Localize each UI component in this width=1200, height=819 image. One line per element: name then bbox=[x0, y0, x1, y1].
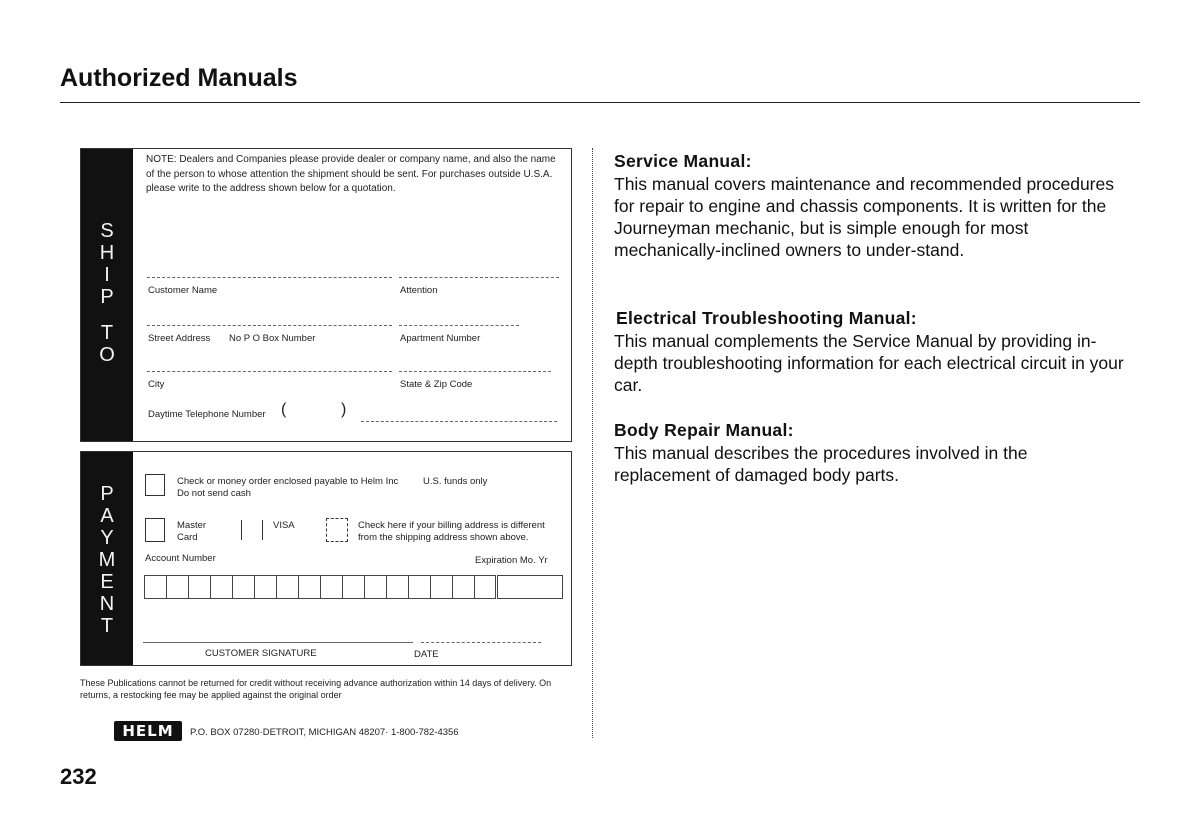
expiration-field[interactable] bbox=[497, 575, 563, 599]
account-digit-cell bbox=[298, 576, 299, 598]
account-number-label: Account Number bbox=[145, 553, 216, 564]
account-digit-cell bbox=[232, 576, 233, 598]
account-digit-cell bbox=[166, 576, 167, 598]
title-divider bbox=[60, 102, 1140, 103]
city-line[interactable] bbox=[147, 371, 392, 372]
state-zip-label: State & Zip Code bbox=[400, 379, 473, 390]
ship-to-sidebar bbox=[81, 149, 133, 441]
service-manual-heading: Service Manual: bbox=[614, 151, 752, 171]
account-digit-cell bbox=[364, 576, 365, 598]
helm-logo: HELM bbox=[114, 721, 182, 741]
apartment-label: Apartment Number bbox=[400, 333, 481, 344]
sidebar-letter: I bbox=[104, 264, 110, 286]
body-repair-manual-heading: Body Repair Manual: bbox=[614, 420, 794, 440]
mastercard-checkbox[interactable] bbox=[145, 518, 165, 542]
mastercard-label-1: Master bbox=[177, 520, 207, 531]
account-digit-cell bbox=[430, 576, 431, 598]
account-digit-cell bbox=[254, 576, 255, 598]
apartment-line[interactable] bbox=[399, 325, 519, 326]
account-digit-cell bbox=[276, 576, 277, 598]
sidebar-letter: Y bbox=[100, 527, 114, 549]
us-funds-label: U.S. funds only bbox=[423, 476, 488, 487]
phone-line[interactable] bbox=[361, 421, 557, 422]
return-policy-footnote: These Publications cannot be returned for credit without receiving advance authorization within 14 days of delivery. On returns, a restocking fee may be applied against the original order bbox=[80, 678, 552, 700]
phone-paren-open: ( bbox=[281, 401, 287, 418]
sidebar-letter: T bbox=[100, 615, 114, 637]
column-divider bbox=[592, 148, 593, 738]
check-option-label: Check or money order enclosed payable to Helm Inc bbox=[177, 476, 399, 487]
attention-label: Attention bbox=[400, 285, 438, 296]
payment-sidebar bbox=[81, 452, 133, 665]
account-digit-cell bbox=[342, 576, 343, 598]
customer-name-label: Customer Name bbox=[148, 285, 218, 296]
ship-to-note: NOTE: Dealers and Companies please provide dealer or company name, and also the name of the person to whose attention the shipment should be sent. For purchases outside U.S.A. please write to the address shown below for a quotation. bbox=[146, 154, 556, 194]
state-zip-line[interactable] bbox=[399, 371, 551, 372]
account-number-field[interactable] bbox=[144, 575, 496, 599]
street-address-label: Street Address bbox=[148, 333, 211, 344]
helm-address: P.O. BOX 07280·DETROIT, MICHIGAN 48207· 1-800-782-4356 bbox=[190, 727, 459, 738]
account-digit-cell bbox=[474, 576, 475, 598]
billing-different-label-2: from the shipping address shown above. bbox=[358, 532, 529, 543]
sidebar-letter: P bbox=[100, 286, 114, 308]
check-option-checkbox[interactable] bbox=[145, 474, 165, 496]
account-digit-cell bbox=[452, 576, 453, 598]
signature-line[interactable] bbox=[143, 642, 413, 643]
billing-different-label-1: Check here if your billing address is different bbox=[358, 520, 545, 531]
sidebar-letter: O bbox=[99, 344, 115, 366]
payment-section bbox=[80, 451, 572, 666]
account-digit-cell bbox=[144, 576, 145, 598]
account-digit-cell bbox=[408, 576, 409, 598]
account-digit-cell bbox=[320, 576, 321, 598]
street-address-line[interactable] bbox=[147, 325, 392, 326]
customer-name-line[interactable] bbox=[147, 277, 392, 278]
sidebar-letter: E bbox=[100, 571, 114, 593]
body-repair-manual-description: This manual describes the procedures involved in the replacement of damaged body parts. bbox=[614, 443, 1028, 485]
sidebar-letter: H bbox=[99, 242, 115, 264]
phone-label: Daytime Telephone Number bbox=[148, 409, 266, 420]
signature-label: CUSTOMER SIGNATURE bbox=[205, 648, 317, 659]
city-label: City bbox=[148, 379, 165, 390]
sidebar-letter: M bbox=[98, 549, 116, 571]
electrical-manual-heading: Electrical Troubleshooting Manual: bbox=[616, 308, 917, 328]
page-title: Authorized Manuals bbox=[60, 64, 298, 92]
account-digit-cell bbox=[495, 576, 496, 598]
attention-line[interactable] bbox=[399, 277, 559, 278]
date-line[interactable] bbox=[421, 642, 541, 643]
no-cash-label: Do not send cash bbox=[177, 488, 251, 499]
sidebar-letter: A bbox=[100, 505, 114, 527]
date-label: DATE bbox=[414, 649, 439, 660]
sidebar-letter: N bbox=[99, 593, 115, 615]
service-manual-description: This manual covers maintenance and recommended procedures for repair to engine and chassis components. It is written for the Journeyman mechanic, but is simple enough for most mechanically-inclined owners to under-stand. bbox=[614, 174, 1114, 260]
visa-label: VISA bbox=[273, 520, 295, 531]
ship-to-section bbox=[80, 148, 572, 442]
billing-different-checkbox[interactable] bbox=[326, 518, 348, 542]
sidebar-letter: T bbox=[100, 322, 114, 344]
mastercard-label-2: Card bbox=[177, 532, 198, 543]
sidebar-letter: P bbox=[100, 483, 114, 505]
page-number: 232 bbox=[60, 764, 97, 789]
electrical-manual-description: This manual complements the Service Manual by providing in-depth troubleshooting information for each electrical circuit in your car. bbox=[614, 331, 1124, 395]
expiration-label: Expiration Mo. Yr bbox=[475, 555, 548, 566]
visa-checkbox[interactable] bbox=[241, 520, 263, 540]
account-digit-cell bbox=[188, 576, 189, 598]
phone-paren-close: ) bbox=[341, 401, 347, 418]
po-box-label: No P O Box Number bbox=[229, 333, 316, 344]
account-digit-cell bbox=[210, 576, 211, 598]
sidebar-letter: S bbox=[100, 220, 114, 242]
account-digit-cell bbox=[386, 576, 387, 598]
